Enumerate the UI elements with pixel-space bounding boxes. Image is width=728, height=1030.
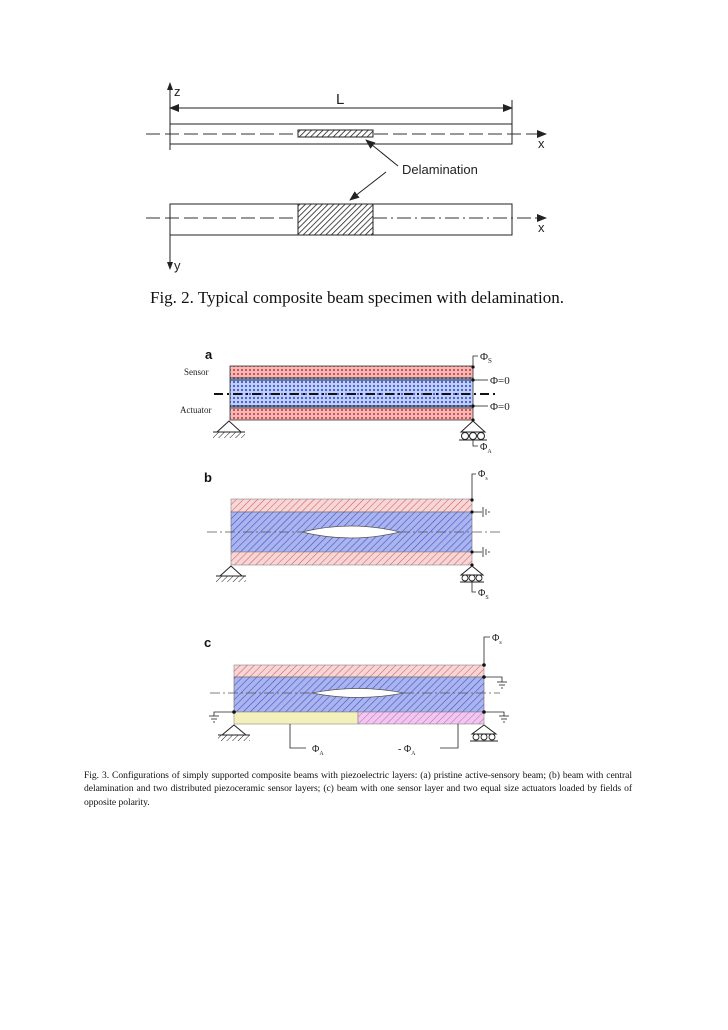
panel-a-phi-s: $\Phi_S$	[480, 351, 492, 365]
fig2-caption: Fig. 2. Typical composite beam specimen with delamination.	[150, 288, 564, 307]
panel-c-actuator-right	[358, 712, 484, 724]
panel-a-actuator-layer	[230, 408, 473, 420]
panel-a-sensor-label: Sensor	[184, 367, 209, 377]
panel-b-sensor-top	[231, 499, 472, 512]
z-axis-label: z	[174, 84, 181, 99]
length-label: L	[336, 91, 345, 108]
panel-b-pin-support-icon	[220, 566, 242, 576]
panel-a-ground-hatch-icon	[213, 432, 245, 438]
panel-a-phi-a: $\Phi_A$	[480, 442, 492, 455]
panel-b-phi-s-bottom: $\Phi_S$	[478, 588, 489, 601]
fig3-panel-c	[204, 633, 509, 757]
z-axis-arrow-icon	[167, 82, 173, 90]
delamination-leader-bottom	[350, 172, 386, 200]
panel-c-phi-s: $\Phi_s$	[492, 633, 502, 646]
x-axis-top-label: x	[538, 136, 545, 151]
panel-a-letter: a	[205, 347, 213, 362]
delamination-side	[298, 130, 373, 137]
panel-a-actuator-label: Actuator	[180, 405, 212, 415]
fig3-panel-b	[204, 469, 500, 601]
panel-c-actuator-left	[234, 712, 358, 724]
fig3-panel-a	[180, 347, 510, 455]
panel-b-letter: b	[204, 470, 212, 485]
panel-a-pin-support-icon	[217, 421, 241, 432]
fig2-diagram	[146, 82, 546, 273]
panel-a-phi-zero-1: Φ=0	[490, 375, 510, 387]
panel-a-lead-phi-s	[473, 356, 478, 367]
panel-c-pin-support-icon	[222, 725, 246, 735]
panel-a-roller-support-icon	[461, 421, 485, 432]
panel-a-sensor-layer	[230, 366, 473, 378]
delamination-plan	[298, 204, 373, 235]
delamination-label: Delamination	[402, 162, 478, 177]
panel-c-phi-a: $\Phi_A$	[312, 744, 324, 757]
y-axis-label: y	[174, 258, 181, 273]
panel-c-letter: c	[204, 635, 212, 650]
panel-c-phi-a-neg: - $\Phi_A$	[398, 744, 416, 757]
panel-b-phi-s-top: $\Phi_s$	[478, 469, 488, 482]
panel-b-roller-support-icon	[461, 566, 483, 575]
y-axis-arrow-icon	[167, 262, 173, 270]
panel-b-sensor-bottom	[231, 552, 472, 565]
panel-c-sensor-layer	[234, 665, 484, 677]
fig3-caption: Fig. 3. Configurations of simply supported composite beams with piezoelectric layers: (a) pristine active-sensory beam; (b) beam with central delamination and two distributed piezoceramic sensor layers; (c) beam with one sensor layer and two equal size actuators loaded by fields of opposite polarity.	[84, 770, 632, 808]
x-axis-bottom-label: x	[538, 220, 545, 235]
panel-a-phi-zero-2: Φ=0	[490, 401, 510, 413]
panel-c-roller-support-icon	[472, 725, 496, 734]
